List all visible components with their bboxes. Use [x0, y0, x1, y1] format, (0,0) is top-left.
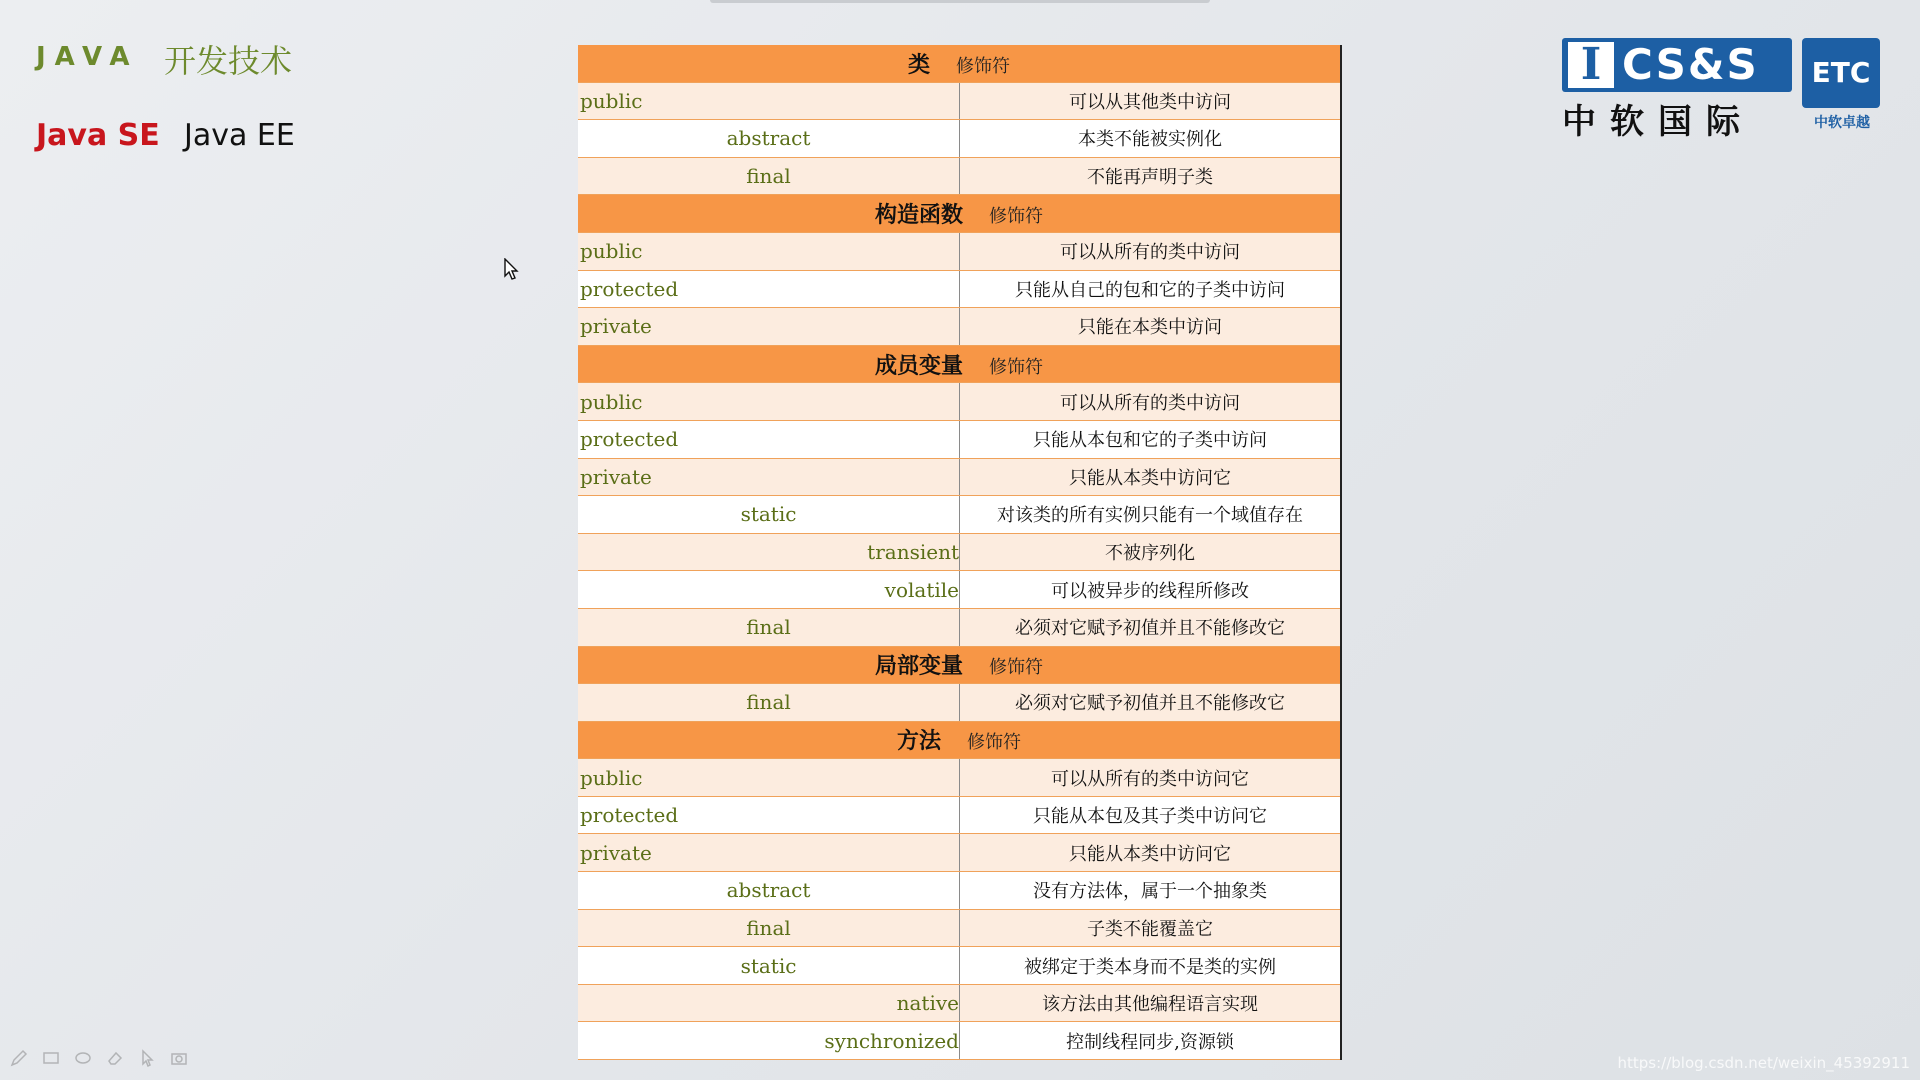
modifier-keyword: protected — [578, 420, 960, 458]
modifier-description: 可以被异步的线程所修改 — [960, 571, 1342, 609]
modifier-keyword: private — [578, 458, 960, 496]
modifier-keyword: transient — [578, 533, 960, 571]
modifier-description: 该方法由其他编程语言实现 — [960, 984, 1342, 1022]
edition-se: Java SE — [36, 118, 160, 153]
brand-title: 开发技术 — [164, 42, 293, 80]
ellipse-icon[interactable] — [72, 1047, 94, 1069]
section-subtitle: 修饰符 — [989, 206, 1043, 228]
table-row — [578, 608, 1341, 646]
table-row — [578, 759, 1341, 797]
table-row — [578, 984, 1341, 1022]
section-title: 构造函数 — [874, 202, 963, 229]
modifier-keyword: protected — [578, 796, 960, 834]
table-row — [578, 947, 1341, 985]
modifier-description: 只能从本包及其子类中访问它 — [960, 796, 1342, 834]
mouse-pointer-icon — [504, 258, 520, 282]
modifier-keyword: final — [578, 608, 960, 646]
modifier-description: 只能在本类中访问 — [960, 308, 1342, 346]
modifier-keyword: private — [578, 308, 960, 346]
section-header-cell — [578, 646, 1341, 684]
modifier-description: 可以从其他类中访问 — [960, 82, 1342, 120]
logo-mark: I — [1568, 42, 1614, 88]
modifier-keyword: private — [578, 834, 960, 872]
section-header-cell — [578, 195, 1341, 233]
annotation-toolbar — [8, 1047, 190, 1069]
modifier-keyword: native — [578, 984, 960, 1022]
modifier-keyword: protected — [578, 270, 960, 308]
top-handle — [710, 0, 1210, 3]
brand-java: JAVA — [36, 42, 139, 72]
logo-etc: ETC — [1802, 38, 1880, 108]
table-row — [578, 232, 1341, 270]
table-row — [578, 82, 1341, 120]
modifier-keyword: volatile — [578, 571, 960, 609]
section-title: 成员变量 — [874, 352, 963, 379]
modifier-description: 没有方法体，属于一个抽象类 — [960, 872, 1342, 910]
table-row — [578, 270, 1341, 308]
watermark: https://blog.csdn.net/weixin_45392911 — [1617, 1054, 1910, 1072]
section-header — [578, 195, 1341, 233]
modifier-keyword: final — [578, 909, 960, 947]
modifier-keyword: final — [578, 684, 960, 722]
modifier-keyword: final — [578, 157, 960, 195]
table-row — [578, 120, 1341, 158]
modifier-keyword: abstract — [578, 120, 960, 158]
section-header — [578, 45, 1341, 82]
modifier-description: 子类不能覆盖它 — [960, 909, 1342, 947]
table-row — [578, 684, 1341, 722]
modifier-table-body — [578, 45, 1341, 1060]
modifier-description: 可以从所有的类中访问 — [960, 383, 1342, 421]
section-header — [578, 345, 1341, 383]
table-row — [578, 872, 1341, 910]
section-header — [578, 721, 1341, 759]
modifier-description: 不被序列化 — [960, 533, 1342, 571]
table-row — [578, 383, 1341, 421]
modifier-description: 可以从所有的类中访问它 — [960, 759, 1342, 797]
camera-icon[interactable] — [168, 1047, 190, 1069]
table-row — [578, 571, 1341, 609]
section-header-cell — [578, 721, 1341, 759]
eraser-icon[interactable] — [104, 1047, 126, 1069]
table-row — [578, 157, 1341, 195]
modifier-keyword: static — [578, 496, 960, 534]
section-subtitle: 修饰符 — [989, 657, 1043, 679]
modifier-keyword: abstract — [578, 872, 960, 910]
section-header — [578, 646, 1341, 684]
table-row — [578, 909, 1341, 947]
logo — [1562, 38, 1882, 142]
section-header-cell — [578, 45, 1341, 82]
modifier-description: 控制线程同步,资源锁 — [960, 1022, 1342, 1060]
modifier-description: 只能从自己的包和它的子类中访问 — [960, 270, 1342, 308]
modifier-keyword: public — [578, 383, 960, 421]
modifier-keyword: synchronized — [578, 1022, 960, 1060]
logo-chinese-name: 中软国际 — [1562, 102, 1754, 142]
table-row — [578, 533, 1341, 571]
table-row — [578, 796, 1341, 834]
section-subtitle: 修饰符 — [956, 55, 1010, 77]
modifier-description: 本类不能被实例化 — [960, 120, 1342, 158]
section-title: 类 — [907, 51, 930, 78]
modifier-description: 只能从本包和它的子类中访问 — [960, 420, 1342, 458]
section-title: 方法 — [896, 728, 941, 755]
table-row — [578, 496, 1341, 534]
modifier-table — [578, 45, 1342, 1060]
logo-etc-chinese: 中软卓越 — [1814, 115, 1870, 131]
modifier-keyword: public — [578, 759, 960, 797]
section-subtitle: 修饰符 — [967, 732, 1021, 754]
rectangle-icon[interactable] — [40, 1047, 62, 1069]
table-row — [578, 420, 1341, 458]
table-row — [578, 834, 1341, 872]
modifier-keyword: static — [578, 947, 960, 985]
logo-box — [1562, 38, 1792, 92]
modifier-description: 被绑定于类本身而不是类的实例 — [960, 947, 1342, 985]
modifier-description: 不能再声明子类 — [960, 157, 1342, 195]
modifier-description: 只能从本类中访问它 — [960, 458, 1342, 496]
section-header-cell — [578, 345, 1341, 383]
table-row — [578, 1022, 1341, 1060]
table-row — [578, 458, 1341, 496]
section-title: 局部变量 — [874, 653, 963, 680]
logo-name: CS&S — [1622, 40, 1759, 89]
modifier-description: 可以从所有的类中访问 — [960, 232, 1342, 270]
pen-icon[interactable] — [8, 1047, 30, 1069]
edition-ee: Java EE — [184, 118, 295, 153]
modifier-description: 只能从本类中访问它 — [960, 834, 1342, 872]
modifier-keyword: public — [578, 232, 960, 270]
modifier-description: 必须对它赋予初值并且不能修改它 — [960, 684, 1342, 722]
modifier-description: 对该类的所有实例只能有一个域值存在 — [960, 496, 1342, 534]
section-subtitle: 修饰符 — [989, 356, 1043, 378]
table-row — [578, 308, 1341, 346]
modifier-description: 必须对它赋予初值并且不能修改它 — [960, 608, 1342, 646]
modifier-keyword: public — [578, 82, 960, 120]
pointer-icon[interactable] — [136, 1047, 158, 1069]
